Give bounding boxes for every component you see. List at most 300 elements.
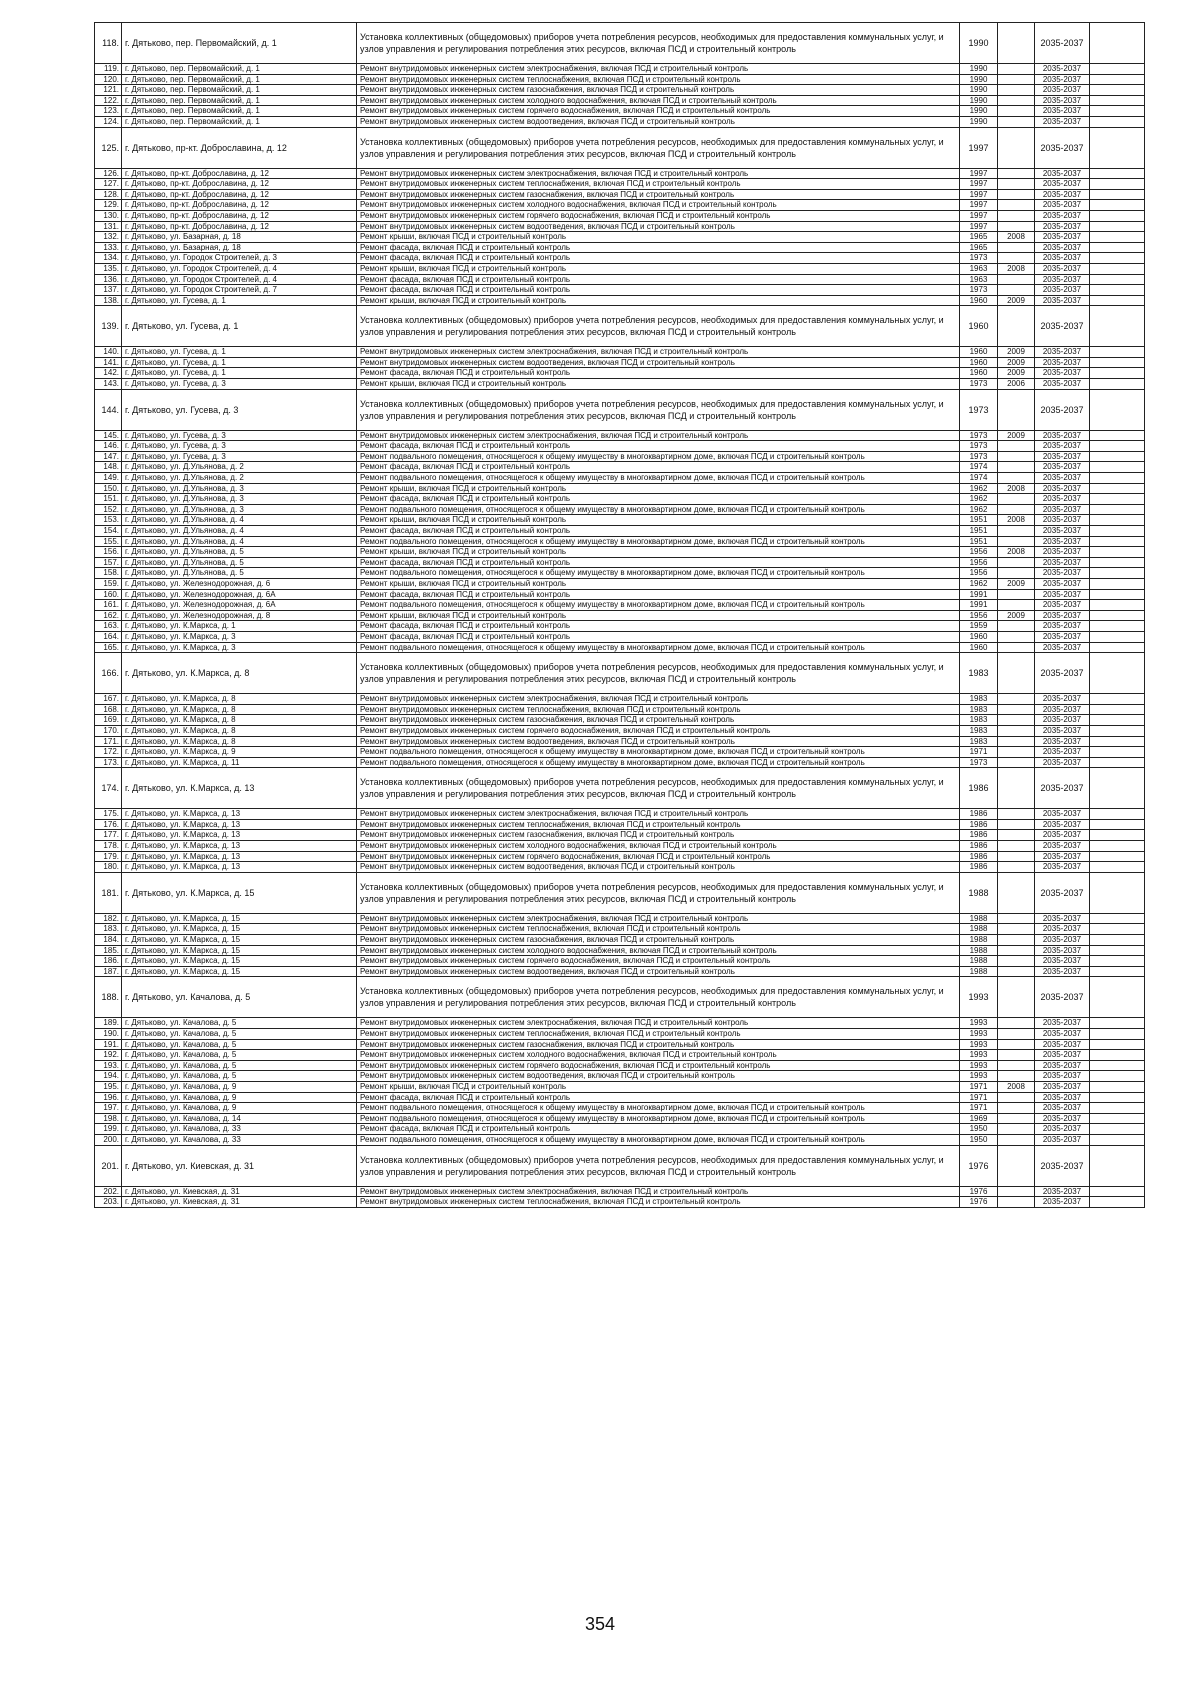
planned-period-cell: 2035-2037	[1035, 1186, 1090, 1197]
table-row	[95, 253, 1145, 264]
work-type-cell: Ремонт фасада, включая ПСД и строительный контроль	[357, 494, 960, 505]
address-cell: г. Дятьково, ул. К.Маркса, д. 13	[122, 768, 357, 809]
row-number: 129.	[95, 200, 122, 211]
works-table-container	[94, 22, 1144, 1208]
last-repair-year-cell: 2009	[998, 368, 1035, 379]
address-cell: г. Дятьково, ул. К.Маркса, д. 15	[122, 924, 357, 935]
planned-period-cell: 2035-2037	[1035, 1039, 1090, 1050]
work-type-cell: Ремонт подвального помещения, относящегося к общему имуществу в многоквартирном доме, включая ПСД и строительный контроль	[357, 451, 960, 462]
empty-cell	[1090, 106, 1145, 117]
address-cell: г. Дятьково, ул. Городок Строителей, д. 4	[122, 274, 357, 285]
row-number: 163.	[95, 621, 122, 632]
row-number: 139.	[95, 306, 122, 347]
last-repair-year-cell	[998, 200, 1035, 211]
planned-period-cell: 2035-2037	[1035, 116, 1090, 127]
planned-period-cell: 2035-2037	[1035, 642, 1090, 653]
address-cell: г. Дятьково, ул. К.Маркса, д. 13	[122, 862, 357, 873]
work-type-cell: Ремонт подвального помещения, относящегося к общему имуществу в многоквартирном доме, включая ПСД и строительный контроль	[357, 642, 960, 653]
address-cell: г. Дятьково, ул. Городок Строителей, д. 4	[122, 263, 357, 274]
row-number: 203.	[95, 1197, 122, 1208]
build-year-cell: 1951	[960, 526, 998, 537]
table-row	[95, 631, 1145, 642]
empty-cell	[1090, 653, 1145, 694]
planned-period-cell: 2035-2037	[1035, 747, 1090, 758]
address-cell: г. Дятьково, ул. К.Маркса, д. 3	[122, 631, 357, 642]
address-cell: г. Дятьково, ул. Городок Строителей, д. 3	[122, 253, 357, 264]
row-number: 142.	[95, 368, 122, 379]
empty-cell	[1090, 515, 1145, 526]
address-cell: г. Дятьково, ул. Киевская, д. 31	[122, 1145, 357, 1186]
last-repair-year-cell	[998, 274, 1035, 285]
planned-period-cell: 2035-2037	[1035, 451, 1090, 462]
planned-period-cell: 2035-2037	[1035, 232, 1090, 243]
last-repair-year-cell	[998, 1050, 1035, 1061]
row-number: 197.	[95, 1103, 122, 1114]
address-cell: г. Дятьково, ул. Качалова, д. 9	[122, 1092, 357, 1103]
build-year-cell: 1986	[960, 830, 998, 841]
planned-period-cell: 2035-2037	[1035, 295, 1090, 306]
address-cell: г. Дятьково, пр-кт. Доброславина, д. 12	[122, 189, 357, 200]
last-repair-year-cell	[998, 924, 1035, 935]
table-row	[95, 819, 1145, 830]
planned-period-cell: 2035-2037	[1035, 95, 1090, 106]
empty-cell	[1090, 168, 1145, 179]
row-number: 147.	[95, 451, 122, 462]
row-number: 193.	[95, 1060, 122, 1071]
last-repair-year-cell	[998, 1134, 1035, 1145]
empty-cell	[1090, 200, 1145, 211]
row-number: 144.	[95, 389, 122, 430]
empty-cell	[1090, 441, 1145, 452]
work-type-cell: Ремонт фасада, включая ПСД и строительный контроль	[357, 368, 960, 379]
empty-cell	[1090, 1197, 1145, 1208]
planned-period-cell: 2035-2037	[1035, 64, 1090, 75]
work-type-cell: Ремонт внутридомовых инженерных систем электроснабжения, включая ПСД и строительный контроль	[357, 809, 960, 820]
empty-cell	[1090, 830, 1145, 841]
row-number: 176.	[95, 819, 122, 830]
last-repair-year-cell	[998, 819, 1035, 830]
empty-cell	[1090, 1134, 1145, 1145]
row-number: 200.	[95, 1134, 122, 1145]
planned-period-cell: 2035-2037	[1035, 515, 1090, 526]
last-repair-year-cell: 2009	[998, 610, 1035, 621]
row-number: 123.	[95, 106, 122, 117]
build-year-cell: 1973	[960, 441, 998, 452]
address-cell: г. Дятьково, ул. Киевская, д. 31	[122, 1186, 357, 1197]
planned-period-cell: 2035-2037	[1035, 547, 1090, 558]
table-row	[95, 285, 1145, 296]
row-number: 180.	[95, 862, 122, 873]
address-cell: г. Дятьково, ул. Качалова, д. 5	[122, 977, 357, 1018]
table-row	[95, 621, 1145, 632]
address-cell: г. Дятьково, ул. Качалова, д. 5	[122, 1029, 357, 1040]
work-type-cell: Ремонт крыши, включая ПСД и строительный контроль	[357, 379, 960, 390]
planned-period-cell: 2035-2037	[1035, 168, 1090, 179]
work-type-cell: Установка коллективных (общедомовых) приборов учета потребления ресурсов, необходимых для предоставления коммунальных услуг, и узлов управления и регулирования потребления этих ресурсов, включая ПСД и строительный контроль	[357, 306, 960, 347]
work-type-cell: Установка коллективных (общедомовых) приборов учета потребления ресурсов, необходимых для предоставления коммунальных услуг, и узлов управления и регулирования потребления этих ресурсов, включая ПСД и строительный контроль	[357, 389, 960, 430]
row-number: 179.	[95, 851, 122, 862]
work-type-cell: Ремонт внутридомовых инженерных систем горячего водоснабжения, включая ПСД и строительный контроль	[357, 851, 960, 862]
empty-cell	[1090, 841, 1145, 852]
address-cell: г. Дятьково, ул. Базарная, д. 18	[122, 242, 357, 253]
row-number: 122.	[95, 95, 122, 106]
row-number: 125.	[95, 127, 122, 168]
table-row	[95, 830, 1145, 841]
last-repair-year-cell	[998, 757, 1035, 768]
empty-cell	[1090, 368, 1145, 379]
table-row	[95, 127, 1145, 168]
table-row	[95, 95, 1145, 106]
planned-period-cell: 2035-2037	[1035, 1050, 1090, 1061]
empty-cell	[1090, 74, 1145, 85]
table-row	[95, 168, 1145, 179]
address-cell: г. Дятьково, ул. К.Маркса, д. 9	[122, 747, 357, 758]
table-row	[95, 368, 1145, 379]
empty-cell	[1090, 547, 1145, 558]
work-type-cell: Ремонт внутридомовых инженерных систем теплоснабжения, включая ПСД и строительный контроль	[357, 74, 960, 85]
address-cell: г. Дятьково, ул. Д.Ульянова, д. 3	[122, 494, 357, 505]
table-row	[95, 610, 1145, 621]
build-year-cell: 1960	[960, 347, 998, 358]
planned-period-cell: 2035-2037	[1035, 557, 1090, 568]
last-repair-year-cell	[998, 631, 1035, 642]
work-type-cell: Ремонт фасада, включая ПСД и строительный контроль	[357, 621, 960, 632]
address-cell: г. Дятьково, ул. Гусева, д. 1	[122, 347, 357, 358]
work-type-cell: Ремонт внутридомовых инженерных систем водоотведения, включая ПСД и строительный контроль	[357, 862, 960, 873]
row-number: 170.	[95, 725, 122, 736]
build-year-cell: 1988	[960, 913, 998, 924]
build-year-cell: 1973	[960, 430, 998, 441]
build-year-cell: 1983	[960, 715, 998, 726]
work-type-cell: Ремонт внутридомовых инженерных систем газоснабжения, включая ПСД и строительный контроль	[357, 1039, 960, 1050]
address-cell: г. Дятьково, пер. Первомайский, д. 1	[122, 74, 357, 85]
address-cell: г. Дятьково, ул. Качалова, д. 5	[122, 1050, 357, 1061]
address-cell: г. Дятьково, ул. К.Маркса, д. 15	[122, 872, 357, 913]
address-cell: г. Дятьково, ул. Качалова, д. 5	[122, 1071, 357, 1082]
last-repair-year-cell	[998, 473, 1035, 484]
empty-cell	[1090, 23, 1145, 64]
work-type-cell: Ремонт фасада, включая ПСД и строительный контроль	[357, 242, 960, 253]
row-number: 162.	[95, 610, 122, 621]
row-number: 188.	[95, 977, 122, 1018]
empty-cell	[1090, 451, 1145, 462]
address-cell: г. Дятьково, пер. Первомайский, д. 1	[122, 116, 357, 127]
build-year-cell: 1990	[960, 85, 998, 96]
address-cell: г. Дятьково, ул. Железнодорожная, д. 8	[122, 610, 357, 621]
row-number: 146.	[95, 441, 122, 452]
row-number: 194.	[95, 1071, 122, 1082]
table-row	[95, 274, 1145, 285]
address-cell: г. Дятьково, ул. Гусева, д. 3	[122, 430, 357, 441]
planned-period-cell: 2035-2037	[1035, 221, 1090, 232]
table-row	[95, 1039, 1145, 1050]
empty-cell	[1090, 1092, 1145, 1103]
planned-period-cell: 2035-2037	[1035, 715, 1090, 726]
last-repair-year-cell	[998, 642, 1035, 653]
address-cell: г. Дятьково, ул. К.Маркса, д. 13	[122, 809, 357, 820]
build-year-cell: 1965	[960, 242, 998, 253]
build-year-cell: 1986	[960, 841, 998, 852]
build-year-cell: 1983	[960, 653, 998, 694]
address-cell: г. Дятьково, ул. К.Маркса, д. 15	[122, 945, 357, 956]
empty-cell	[1090, 357, 1145, 368]
address-cell: г. Дятьково, ул. Железнодорожная, д. 6А	[122, 589, 357, 600]
empty-cell	[1090, 306, 1145, 347]
row-number: 186.	[95, 956, 122, 967]
last-repair-year-cell	[998, 168, 1035, 179]
last-repair-year-cell	[998, 589, 1035, 600]
address-cell: г. Дятьково, ул. Качалова, д. 5	[122, 1060, 357, 1071]
row-number: 133.	[95, 242, 122, 253]
address-cell: г. Дятьково, ул. Д.Ульянова, д. 4	[122, 536, 357, 547]
build-year-cell: 1990	[960, 116, 998, 127]
planned-period-cell: 2035-2037	[1035, 357, 1090, 368]
address-cell: г. Дятьково, пер. Первомайский, д. 1	[122, 23, 357, 64]
empty-cell	[1090, 757, 1145, 768]
build-year-cell: 1956	[960, 547, 998, 558]
empty-cell	[1090, 557, 1145, 568]
build-year-cell: 1988	[960, 945, 998, 956]
build-year-cell: 1986	[960, 768, 998, 809]
table-row	[95, 966, 1145, 977]
planned-period-cell: 2035-2037	[1035, 1124, 1090, 1135]
build-year-cell: 1973	[960, 389, 998, 430]
build-year-cell: 1960	[960, 357, 998, 368]
work-type-cell: Ремонт внутридомовых инженерных систем электроснабжения, включая ПСД и строительный контроль	[357, 347, 960, 358]
table-row	[95, 462, 1145, 473]
build-year-cell: 1986	[960, 851, 998, 862]
table-row	[95, 200, 1145, 211]
row-number: 141.	[95, 357, 122, 368]
build-year-cell: 1973	[960, 379, 998, 390]
address-cell: г. Дятьково, ул. К.Маркса, д. 8	[122, 653, 357, 694]
address-cell: г. Дятьково, ул. Качалова, д. 9	[122, 1103, 357, 1114]
planned-period-cell: 2035-2037	[1035, 473, 1090, 484]
build-year-cell: 1983	[960, 736, 998, 747]
table-row	[95, 347, 1145, 358]
empty-cell	[1090, 956, 1145, 967]
build-year-cell: 1991	[960, 600, 998, 611]
table-row	[95, 600, 1145, 611]
planned-period-cell: 2035-2037	[1035, 621, 1090, 632]
last-repair-year-cell	[998, 462, 1035, 473]
work-type-cell: Ремонт подвального помещения, относящегося к общему имуществу в многоквартирном доме, включая ПСД и строительный контроль	[357, 1113, 960, 1124]
build-year-cell: 1974	[960, 462, 998, 473]
last-repair-year-cell	[998, 1071, 1035, 1082]
empty-cell	[1090, 578, 1145, 589]
planned-period-cell: 2035-2037	[1035, 347, 1090, 358]
build-year-cell: 1976	[960, 1186, 998, 1197]
empty-cell	[1090, 116, 1145, 127]
build-year-cell: 1960	[960, 368, 998, 379]
build-year-cell: 1950	[960, 1134, 998, 1145]
address-cell: г. Дятьково, пер. Первомайский, д. 1	[122, 106, 357, 117]
work-type-cell: Ремонт фасада, включая ПСД и строительный контроль	[357, 631, 960, 642]
work-type-cell: Ремонт внутридомовых инженерных систем теплоснабжения, включая ПСД и строительный контроль	[357, 819, 960, 830]
planned-period-cell: 2035-2037	[1035, 653, 1090, 694]
row-number: 161.	[95, 600, 122, 611]
table-row	[95, 210, 1145, 221]
empty-cell	[1090, 600, 1145, 611]
row-number: 195.	[95, 1081, 122, 1092]
work-type-cell: Ремонт внутридомовых инженерных систем электроснабжения, включая ПСД и строительный контроль	[357, 913, 960, 924]
last-repair-year-cell	[998, 74, 1035, 85]
build-year-cell: 1963	[960, 263, 998, 274]
address-cell: г. Дятьково, ул. Железнодорожная, д. 6А	[122, 600, 357, 611]
work-type-cell: Ремонт крыши, включая ПСД и строительный контроль	[357, 578, 960, 589]
last-repair-year-cell	[998, 306, 1035, 347]
work-type-cell: Ремонт фасада, включая ПСД и строительный контроль	[357, 285, 960, 296]
planned-period-cell: 2035-2037	[1035, 379, 1090, 390]
address-cell: г. Дятьково, ул. Качалова, д. 14	[122, 1113, 357, 1124]
work-type-cell: Ремонт внутридомовых инженерных систем теплоснабжения, включая ПСД и строительный контроль	[357, 179, 960, 190]
last-repair-year-cell	[998, 809, 1035, 820]
work-type-cell: Ремонт подвального помещения, относящегося к общему имуществу в многоквартирном доме, включая ПСД и строительный контроль	[357, 600, 960, 611]
table-row	[95, 179, 1145, 190]
last-repair-year-cell	[998, 872, 1035, 913]
empty-cell	[1090, 232, 1145, 243]
planned-period-cell: 2035-2037	[1035, 945, 1090, 956]
last-repair-year-cell	[998, 285, 1035, 296]
last-repair-year-cell	[998, 494, 1035, 505]
table-row	[95, 1145, 1145, 1186]
row-number: 149.	[95, 473, 122, 484]
empty-cell	[1090, 642, 1145, 653]
work-type-cell: Ремонт крыши, включая ПСД и строительный контроль	[357, 547, 960, 558]
work-type-cell: Ремонт фасада, включая ПСД и строительный контроль	[357, 441, 960, 452]
address-cell: г. Дятьково, ул. К.Маркса, д. 1	[122, 621, 357, 632]
row-number: 131.	[95, 221, 122, 232]
work-type-cell: Установка коллективных (общедомовых) приборов учета потребления ресурсов, необходимых для предоставления коммунальных услуг, и узлов управления и регулирования потребления этих ресурсов, включая ПСД и строительный контроль	[357, 977, 960, 1018]
build-year-cell: 1993	[960, 977, 998, 1018]
address-cell: г. Дятьково, ул. Д.Ульянова, д. 2	[122, 473, 357, 484]
work-type-cell: Ремонт внутридомовых инженерных систем теплоснабжения, включая ПСД и строительный контроль	[357, 1197, 960, 1208]
build-year-cell: 1988	[960, 956, 998, 967]
address-cell: г. Дятьково, ул. Д.Ульянова, д. 5	[122, 568, 357, 579]
empty-cell	[1090, 127, 1145, 168]
address-cell: г. Дятьково, ул. К.Маркса, д. 8	[122, 704, 357, 715]
address-cell: г. Дятьково, ул. Д.Ульянова, д. 5	[122, 557, 357, 568]
work-type-cell: Ремонт фасада, включая ПСД и строительный контроль	[357, 526, 960, 537]
address-cell: г. Дятьково, ул. К.Маркса, д. 8	[122, 694, 357, 705]
last-repair-year-cell	[998, 945, 1035, 956]
table-row	[95, 23, 1145, 64]
address-cell: г. Дятьково, ул. К.Маркса, д. 15	[122, 935, 357, 946]
table-row	[95, 913, 1145, 924]
table-row	[95, 715, 1145, 726]
address-cell: г. Дятьково, ул. Гусева, д. 1	[122, 368, 357, 379]
table-row	[95, 1103, 1145, 1114]
work-type-cell: Ремонт фасада, включая ПСД и строительный контроль	[357, 557, 960, 568]
row-number: 143.	[95, 379, 122, 390]
table-row	[95, 483, 1145, 494]
work-type-cell: Ремонт подвального помещения, относящегося к общему имуществу в многоквартирном доме, включая ПСД и строительный контроль	[357, 473, 960, 484]
row-number: 178.	[95, 841, 122, 852]
last-repair-year-cell	[998, 956, 1035, 967]
empty-cell	[1090, 768, 1145, 809]
row-number: 118.	[95, 23, 122, 64]
address-cell: г. Дятьково, ул. К.Маркса, д. 15	[122, 966, 357, 977]
build-year-cell: 1973	[960, 285, 998, 296]
work-type-cell: Ремонт внутридомовых инженерных систем водоотведения, включая ПСД и строительный контроль	[357, 966, 960, 977]
planned-period-cell: 2035-2037	[1035, 1018, 1090, 1029]
address-cell: г. Дятьково, пр-кт. Доброславина, д. 12	[122, 179, 357, 190]
table-row	[95, 221, 1145, 232]
work-type-cell: Ремонт фасада, включая ПСД и строительный контроль	[357, 462, 960, 473]
planned-period-cell: 2035-2037	[1035, 106, 1090, 117]
work-type-cell: Ремонт фасада, включая ПСД и строительный контроль	[357, 274, 960, 285]
planned-period-cell: 2035-2037	[1035, 483, 1090, 494]
planned-period-cell: 2035-2037	[1035, 568, 1090, 579]
build-year-cell: 1986	[960, 819, 998, 830]
work-type-cell: Ремонт крыши, включая ПСД и строительный контроль	[357, 295, 960, 306]
work-type-cell: Ремонт фасада, включая ПСД и строительный контроль	[357, 253, 960, 264]
last-repair-year-cell: 2008	[998, 483, 1035, 494]
planned-period-cell: 2035-2037	[1035, 768, 1090, 809]
empty-cell	[1090, 221, 1145, 232]
empty-cell	[1090, 935, 1145, 946]
planned-period-cell: 2035-2037	[1035, 85, 1090, 96]
planned-period-cell: 2035-2037	[1035, 589, 1090, 600]
last-repair-year-cell	[998, 504, 1035, 515]
address-cell: г. Дятьково, ул. Городок Строителей, д. 7	[122, 285, 357, 296]
planned-period-cell: 2035-2037	[1035, 74, 1090, 85]
row-number: 185.	[95, 945, 122, 956]
work-type-cell: Ремонт крыши, включая ПСД и строительный контроль	[357, 1081, 960, 1092]
planned-period-cell: 2035-2037	[1035, 924, 1090, 935]
row-number: 158.	[95, 568, 122, 579]
work-type-cell: Установка коллективных (общедомовых) приборов учета потребления ресурсов, необходимых для предоставления коммунальных услуг, и узлов управления и регулирования потребления этих ресурсов, включая ПСД и строительный контроль	[357, 23, 960, 64]
work-type-cell: Установка коллективных (общедомовых) приборов учета потребления ресурсов, необходимых для предоставления коммунальных услуг, и узлов управления и регулирования потребления этих ресурсов, включая ПСД и строительный контроль	[357, 768, 960, 809]
build-year-cell: 1974	[960, 473, 998, 484]
work-type-cell: Ремонт внутридомовых инженерных систем холодного водоснабжения, включая ПСД и строительный контроль	[357, 1050, 960, 1061]
planned-period-cell: 2035-2037	[1035, 757, 1090, 768]
build-year-cell: 1988	[960, 966, 998, 977]
address-cell: г. Дятьково, пер. Первомайский, д. 1	[122, 95, 357, 106]
address-cell: г. Дятьково, ул. К.Маркса, д. 15	[122, 956, 357, 967]
planned-period-cell: 2035-2037	[1035, 368, 1090, 379]
table-row	[95, 1186, 1145, 1197]
address-cell: г. Дятьково, ул. Д.Ульянова, д. 4	[122, 526, 357, 537]
empty-cell	[1090, 347, 1145, 358]
empty-cell	[1090, 1081, 1145, 1092]
empty-cell	[1090, 242, 1145, 253]
planned-period-cell: 2035-2037	[1035, 306, 1090, 347]
empty-cell	[1090, 526, 1145, 537]
row-number: 182.	[95, 913, 122, 924]
work-type-cell: Ремонт внутридомовых инженерных систем водоотведения, включая ПСД и строительный контроль	[357, 736, 960, 747]
table-row	[95, 441, 1145, 452]
row-number: 171.	[95, 736, 122, 747]
build-year-cell: 1990	[960, 95, 998, 106]
last-repair-year-cell	[998, 1197, 1035, 1208]
last-repair-year-cell	[998, 600, 1035, 611]
last-repair-year-cell	[998, 1060, 1035, 1071]
last-repair-year-cell: 2008	[998, 232, 1035, 243]
page-number: 354	[584, 1614, 616, 1634]
work-type-cell: Установка коллективных (общедомовых) приборов учета потребления ресурсов, необходимых для предоставления коммунальных услуг, и узлов управления и регулирования потребления этих ресурсов, включая ПСД и строительный контроль	[357, 653, 960, 694]
row-number: 181.	[95, 872, 122, 913]
last-repair-year-cell: 2009	[998, 347, 1035, 358]
empty-cell	[1090, 189, 1145, 200]
table-row	[95, 306, 1145, 347]
planned-period-cell: 2035-2037	[1035, 23, 1090, 64]
work-type-cell: Ремонт подвального помещения, относящегося к общему имуществу в многоквартирном доме, включая ПСД и строительный контроль	[357, 757, 960, 768]
planned-period-cell: 2035-2037	[1035, 210, 1090, 221]
table-row	[95, 841, 1145, 852]
planned-period-cell: 2035-2037	[1035, 872, 1090, 913]
last-repair-year-cell	[998, 189, 1035, 200]
